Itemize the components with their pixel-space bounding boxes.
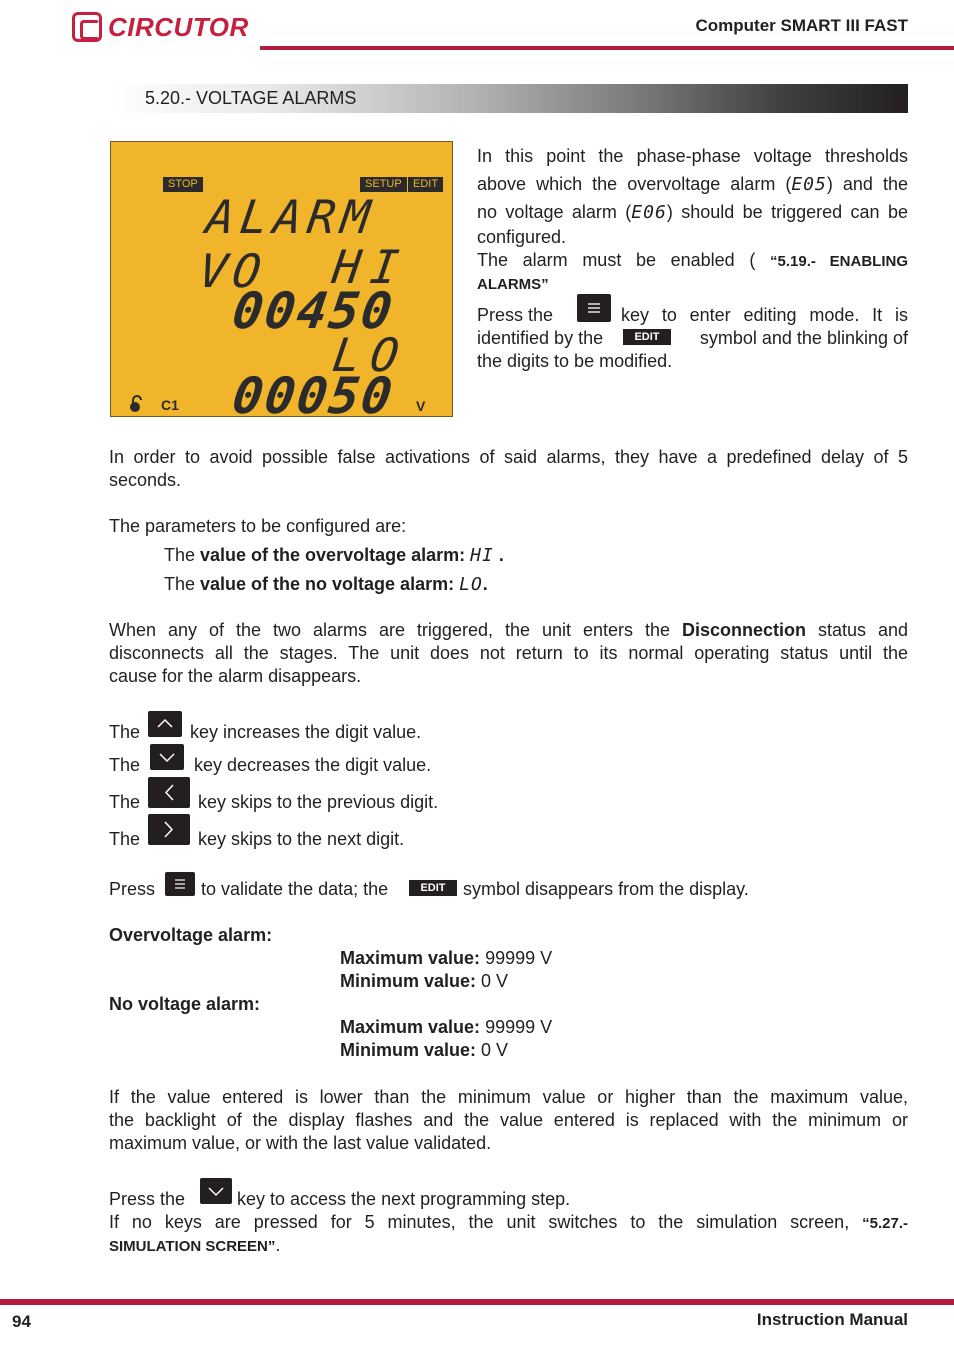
params-intro: The parameters to be configured are: bbox=[109, 516, 407, 536]
intro-digits: the digits to be modified. bbox=[477, 351, 673, 371]
param-no-voltage: The value of the no voltage alarm: LO. bbox=[164, 574, 488, 595]
key-right-text: key skips to the next digit. bbox=[198, 829, 405, 849]
intro-line-1: In this point the phase-phase voltage thresholds bbox=[477, 146, 908, 166]
footer-title: Instruction Manual bbox=[756, 1310, 908, 1329]
code-hi: HI bbox=[470, 545, 494, 566]
intro-line-2: above which the overvoltage alarm (E05) and the bbox=[477, 174, 908, 195]
lcd-line-hi: HI bbox=[329, 240, 413, 294]
lcd-line-hi-value: 00450 bbox=[228, 282, 398, 340]
overvoltage-min: Minimum value: 0 V bbox=[340, 971, 509, 991]
lcd-stop-tag: STOP bbox=[163, 177, 203, 192]
down-key-icon bbox=[150, 744, 184, 770]
delay-line-2: seconds. bbox=[109, 470, 182, 490]
lcd-line-alarm: ALARM VO bbox=[195, 190, 380, 298]
code-e06: E06 bbox=[631, 202, 667, 223]
validate-mid: to validate the data; the bbox=[201, 879, 389, 899]
lcd-display bbox=[110, 141, 453, 425]
next-step-text: key to access the next programming step. bbox=[237, 1189, 571, 1209]
validate-post: symbol disappears from the display. bbox=[463, 879, 749, 899]
param-overvoltage: The value of the overvoltage alarm: HI . bbox=[164, 545, 504, 566]
right-key-icon bbox=[148, 814, 190, 845]
no-voltage-max: Maximum value: 99999 V bbox=[340, 1017, 553, 1037]
section-title: 5.20.- VOLTAGE ALARMS bbox=[145, 88, 357, 108]
down-key-icon-2 bbox=[200, 1178, 232, 1204]
range-note-line-2: the backlight of the display flashes and the value entered is replaced with the minimum or bbox=[109, 1110, 908, 1130]
footer-rule bbox=[0, 1299, 954, 1305]
key-left-text: key skips to the previous digit. bbox=[198, 792, 439, 812]
intro-line-6: ALARMS” bbox=[477, 276, 549, 293]
next-step-press: Press the bbox=[109, 1189, 186, 1209]
range-note-line-1: If the value entered is lower than the minimum value or higher than the maximum value, bbox=[109, 1087, 908, 1107]
intro-identified-rest: symbol and the blinking of bbox=[699, 328, 908, 348]
key-down-the: The bbox=[109, 755, 141, 775]
overvoltage-max: Maximum value: 99999 V bbox=[340, 948, 553, 968]
code-lo: LO bbox=[459, 574, 483, 595]
disconnect-line-2: disconnects all the stages. The unit does not return to its normal operating status until the bbox=[109, 643, 908, 663]
no-voltage-title: No voltage alarm: bbox=[109, 994, 261, 1014]
delay-line-1: In order to avoid possible false activations of said alarms, they have a predefined delay of 5 bbox=[109, 447, 908, 467]
next-step-line-3: SIMULATION SCREEN”. bbox=[109, 1235, 281, 1255]
lcd-edit-tag: EDIT bbox=[408, 177, 443, 192]
range-note-line-3: maximum value, or with the last value validated. bbox=[109, 1133, 492, 1153]
disconnect-line-1: When any of the two alarms are triggered, the unit enters the Disconnection status and bbox=[109, 620, 908, 640]
key-down-text: key decreases the digit value. bbox=[194, 755, 432, 775]
logo-mark bbox=[72, 12, 102, 42]
lcd-unit: V bbox=[416, 398, 426, 414]
unlock-icon bbox=[129, 394, 145, 419]
intro-line-4: configured. bbox=[477, 227, 567, 247]
header-rule bbox=[260, 46, 954, 50]
disconnect-line-3: cause for the alarm disappears. bbox=[109, 666, 362, 686]
logo-text: CIRCUTOR bbox=[108, 12, 249, 42]
validate-press: Press bbox=[109, 879, 156, 899]
left-key-icon bbox=[148, 777, 190, 808]
overvoltage-title: Overvoltage alarm: bbox=[109, 925, 273, 945]
edit-symbol-icon: EDIT bbox=[623, 329, 671, 345]
next-step-line-2: If no keys are pressed for 5 minutes, the unit switches to the simulation screen, “5.27.- bbox=[109, 1212, 908, 1232]
intro-line-5: The alarm must be enabled ( “5.19.- ENABLING bbox=[477, 250, 908, 270]
document-title: Computer SMART III FAST bbox=[695, 16, 908, 35]
lcd-line-lo: LO bbox=[329, 328, 413, 382]
menu-key-icon bbox=[577, 294, 611, 322]
key-left-the: The bbox=[109, 792, 141, 812]
key-up-text: key increases the digit value. bbox=[190, 722, 422, 742]
lcd-channel: C1 bbox=[161, 397, 179, 413]
lcd-line-lo-value: 00050 bbox=[228, 367, 398, 425]
key-right-the: The bbox=[109, 829, 141, 849]
key-up-the: The bbox=[109, 722, 141, 742]
up-key-icon bbox=[148, 711, 182, 737]
menu-key-icon-2 bbox=[165, 872, 195, 896]
intro-press-rest: key to enter editing mode. It is bbox=[621, 305, 908, 325]
lcd-setup-tag: SETUP bbox=[360, 177, 407, 192]
code-e05: E05 bbox=[791, 174, 827, 195]
edit-symbol-icon-2: EDIT bbox=[409, 880, 457, 896]
page-number: 94 bbox=[12, 1312, 31, 1331]
intro-line-3: no voltage alarm (E06) should be triggered can be bbox=[477, 202, 908, 223]
intro-press: Press the bbox=[477, 305, 554, 325]
no-voltage-min: Minimum value: 0 V bbox=[340, 1040, 509, 1060]
intro-identified: identified by the bbox=[477, 328, 604, 348]
